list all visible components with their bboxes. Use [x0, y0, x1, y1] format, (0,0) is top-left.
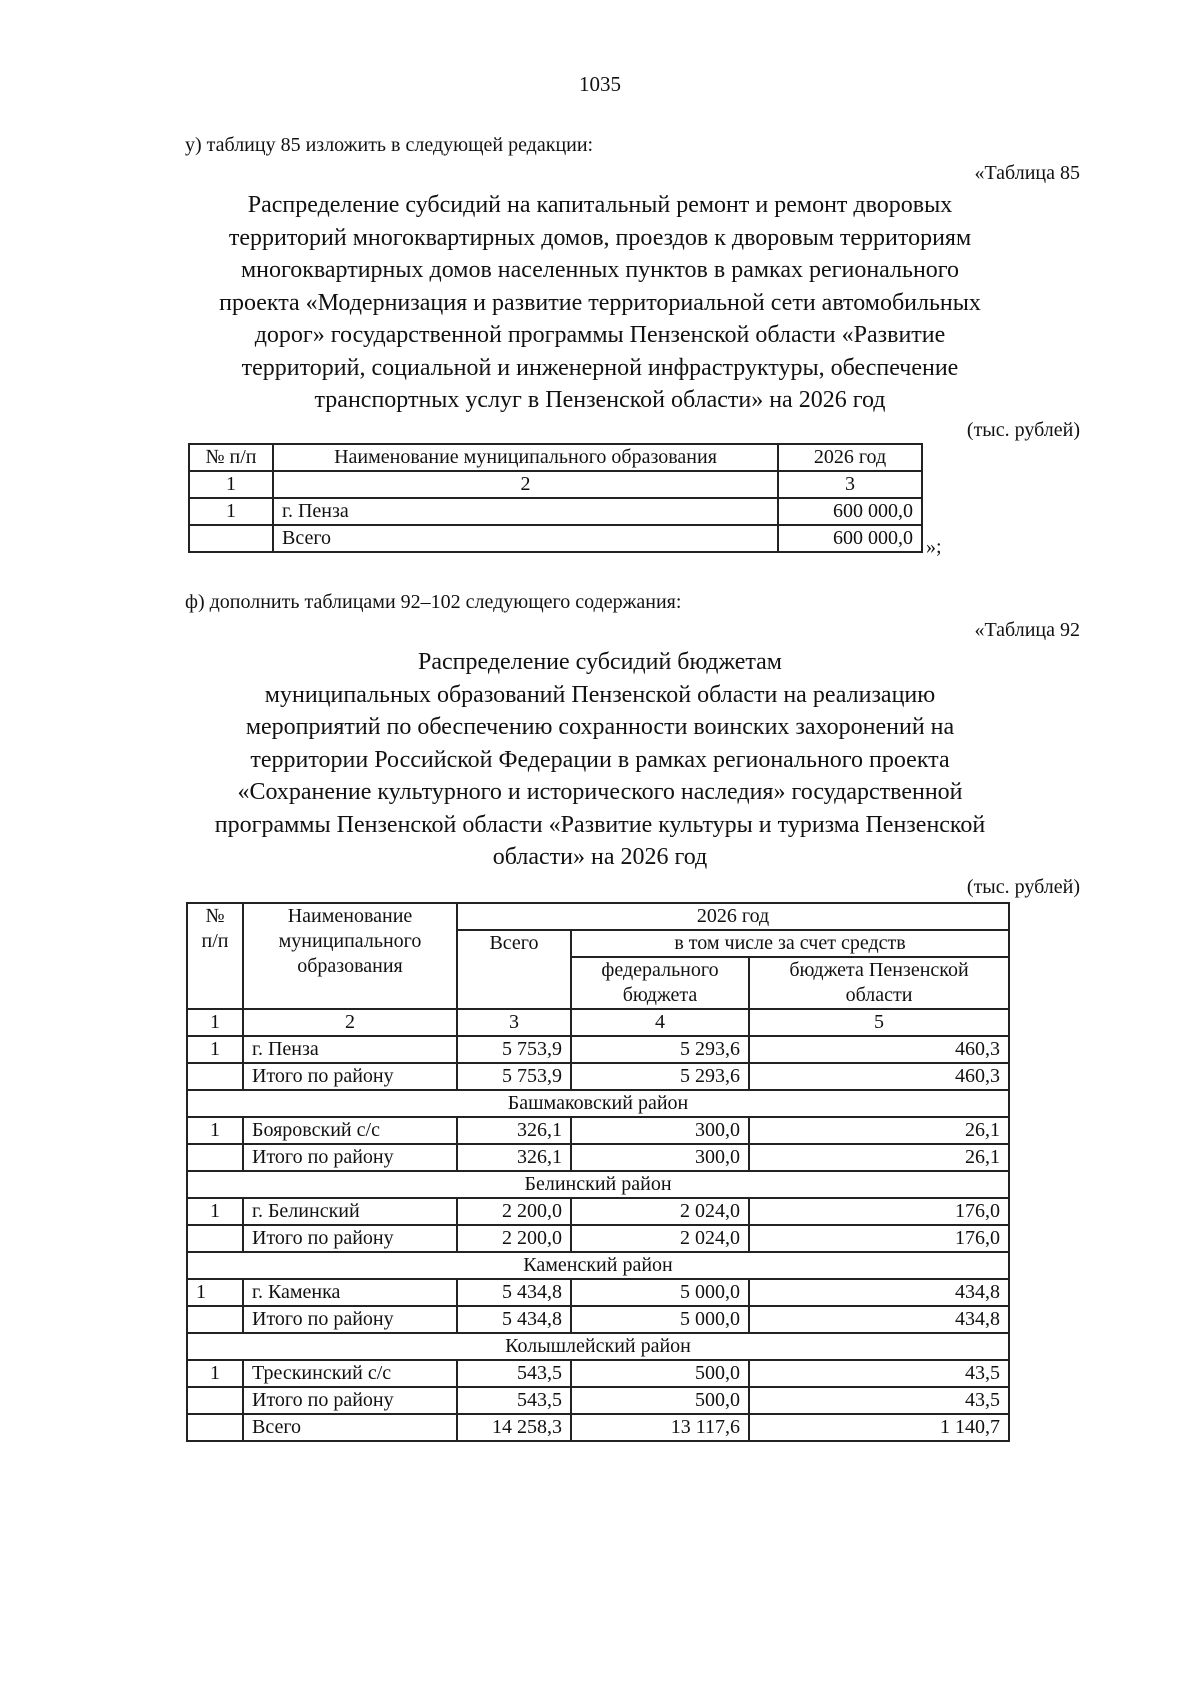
row-regional: 434,8	[749, 1306, 1009, 1333]
header-cell-name: Наименование муниципального образования	[273, 444, 778, 471]
table-92-label: «Таблица 92	[974, 619, 1080, 641]
title-line: области» на 2026 год	[492, 844, 708, 870]
row-federal: 5 293,6	[571, 1036, 749, 1063]
row-name: Итого по району	[243, 1144, 457, 1171]
row-name: г. Пенза	[273, 498, 778, 525]
numbering-cell: 2	[273, 471, 778, 498]
table-85-closing: »;	[926, 536, 942, 558]
row-name: Бояровский с/с	[243, 1117, 457, 1144]
row-total: 5 753,9	[457, 1036, 571, 1063]
row-num: 1	[187, 1036, 243, 1063]
row-num	[187, 1414, 243, 1441]
title-line: программы Пензенской области «Развитие культуры и туризма Пензенской	[214, 811, 986, 838]
table-row-subtotal	[187, 1306, 1009, 1333]
district-name: Каменский район	[187, 1252, 1009, 1279]
title-line: «Сохранение культурного и исторического наследия» государственной	[237, 779, 963, 805]
row-regional: 43,5	[749, 1360, 1009, 1387]
row-regional: 43,5	[749, 1387, 1009, 1414]
header-cell-name: Наименование муниципального образования	[243, 903, 457, 1009]
row-name: г. Пенза	[243, 1036, 457, 1063]
row-name: Трескинский с/с	[243, 1360, 457, 1387]
header-cell-regional: бюджета Пензенской области	[749, 957, 1009, 1009]
row-num	[189, 525, 273, 552]
title-line: мероприятий по обеспечению сохранности воинских захоронений на	[245, 714, 955, 740]
district-row	[187, 1333, 1009, 1360]
header-cell-total: Всего	[457, 930, 571, 1009]
row-total: 5 434,8	[457, 1306, 571, 1333]
title-line: территории Российской Федерации в рамках регионального проекта	[250, 746, 950, 773]
title-line: проекта «Модернизация и развитие территориальной сети автомобильных	[219, 289, 981, 316]
row-federal: 5 000,0	[571, 1306, 749, 1333]
table-row-subtotal	[187, 1063, 1009, 1090]
row-regional: 1 140,7	[749, 1414, 1009, 1441]
district-name: Колышлейский район	[187, 1333, 1009, 1360]
table-85-label: «Таблица 85	[974, 162, 1080, 184]
row-federal: 500,0	[571, 1387, 749, 1414]
table-85-unit: (тыс. рублей)	[966, 419, 1080, 441]
row-regional: 460,3	[749, 1063, 1009, 1090]
row-num	[187, 1306, 243, 1333]
header-cell-federal: федерального бюджета	[571, 957, 749, 1009]
row-regional: 26,1	[749, 1144, 1009, 1171]
title-line: дорог» государственной программы Пензенской области «Развитие	[254, 322, 946, 348]
page-number: 1035	[579, 72, 621, 96]
row-name: Итого по району	[243, 1063, 457, 1090]
row-name: Итого по району	[243, 1387, 457, 1414]
row-name: Итого по району	[243, 1225, 457, 1252]
numbering-row	[189, 471, 922, 498]
row-total: 14 258,3	[457, 1414, 571, 1441]
header-cell-incl: в том числе за счет средств	[571, 930, 1009, 957]
row-name: г. Каменка	[243, 1279, 457, 1306]
title-line: Распределение субсидий на капитальный ремонт и ремонт дворовых	[247, 192, 953, 218]
table-row	[187, 1198, 1009, 1225]
row-total: 326,1	[457, 1144, 571, 1171]
table-92-title	[100, 646, 1100, 874]
table-92-unit: (тыс. рублей)	[966, 876, 1080, 898]
row-name: Итого по району	[243, 1306, 457, 1333]
numbering-cell: 3	[778, 471, 922, 498]
title-line: территорий, социальной и инженерной инфраструктуры, обеспечение	[241, 354, 959, 381]
table-row	[187, 1036, 1009, 1063]
row-federal: 500,0	[571, 1360, 749, 1387]
row-name: Всего	[273, 525, 778, 552]
district-row	[187, 1090, 1009, 1117]
table-header-row	[189, 444, 922, 471]
table-row-subtotal	[187, 1225, 1009, 1252]
row-num: 1	[189, 498, 273, 525]
numbering-row	[187, 1009, 1009, 1036]
row-num	[187, 1387, 243, 1414]
district-row	[187, 1171, 1009, 1198]
header-cell-num: № п/п	[189, 444, 273, 471]
row-federal: 5 000,0	[571, 1279, 749, 1306]
table-92	[186, 902, 1010, 1442]
table-row-subtotal	[187, 1387, 1009, 1414]
row-federal: 2 024,0	[571, 1225, 749, 1252]
table-row	[187, 1360, 1009, 1387]
numbering-cell: 2	[243, 1009, 457, 1036]
row-name: г. Белинский	[243, 1198, 457, 1225]
row-value: 600 000,0	[778, 525, 922, 552]
title-line: территорий многоквартирных домов, проездов к дворовым территориям	[228, 224, 972, 251]
numbering-cell: 1	[189, 471, 273, 498]
row-regional: 176,0	[749, 1225, 1009, 1252]
section-f-intro: ф) дополнить таблицами 92–102 следующего содержания:	[185, 591, 682, 613]
row-total: 326,1	[457, 1117, 571, 1144]
table-row	[187, 1279, 1009, 1306]
table-header-row	[187, 903, 1009, 930]
row-federal: 2 024,0	[571, 1198, 749, 1225]
row-num: 1	[187, 1279, 243, 1306]
row-num: 1	[187, 1360, 243, 1387]
row-total: 543,5	[457, 1360, 571, 1387]
numbering-cell: 4	[571, 1009, 749, 1036]
row-total: 5 434,8	[457, 1279, 571, 1306]
row-num	[187, 1144, 243, 1171]
title-line: муниципальных образований Пензенской области на реализацию	[264, 681, 936, 708]
district-name: Башмаковский район	[187, 1090, 1009, 1117]
row-federal: 300,0	[571, 1117, 749, 1144]
title-line: Распределение субсидий бюджетам	[418, 649, 782, 675]
row-num: 1	[187, 1117, 243, 1144]
title-line: транспортных услуг в Пензенской области» на 2026 год	[314, 387, 886, 413]
row-num	[187, 1063, 243, 1090]
row-total: 2 200,0	[457, 1198, 571, 1225]
header-cell-num: № п/п	[187, 903, 243, 1009]
header-cell-year: 2026 год	[457, 903, 1009, 930]
table-85-title	[100, 189, 1100, 417]
numbering-cell: 1	[187, 1009, 243, 1036]
row-name: Всего	[243, 1414, 457, 1441]
row-total: 543,5	[457, 1387, 571, 1414]
numbering-cell: 3	[457, 1009, 571, 1036]
row-total: 2 200,0	[457, 1225, 571, 1252]
district-row	[187, 1252, 1009, 1279]
table-row	[187, 1117, 1009, 1144]
table-row-subtotal	[187, 1144, 1009, 1171]
row-federal: 5 293,6	[571, 1063, 749, 1090]
header-cell-year: 2026 год	[778, 444, 922, 471]
row-regional: 434,8	[749, 1279, 1009, 1306]
row-regional: 176,0	[749, 1198, 1009, 1225]
title-line: многоквартирных домов населенных пунктов в рамках регионального	[240, 257, 960, 283]
row-num	[187, 1225, 243, 1252]
row-total: 5 753,9	[457, 1063, 571, 1090]
table-85	[188, 443, 923, 553]
table-row	[189, 498, 922, 525]
table-row-grand-total	[187, 1414, 1009, 1441]
district-name: Белинский район	[187, 1171, 1009, 1198]
row-federal: 300,0	[571, 1144, 749, 1171]
table-row-total	[189, 525, 922, 552]
row-federal: 13 117,6	[571, 1414, 749, 1441]
section-u-intro: у) таблицу 85 изложить в следующей редакции:	[185, 134, 594, 156]
row-regional: 26,1	[749, 1117, 1009, 1144]
row-regional: 460,3	[749, 1036, 1009, 1063]
row-num: 1	[187, 1198, 243, 1225]
numbering-cell: 5	[749, 1009, 1009, 1036]
row-value: 600 000,0	[778, 498, 922, 525]
